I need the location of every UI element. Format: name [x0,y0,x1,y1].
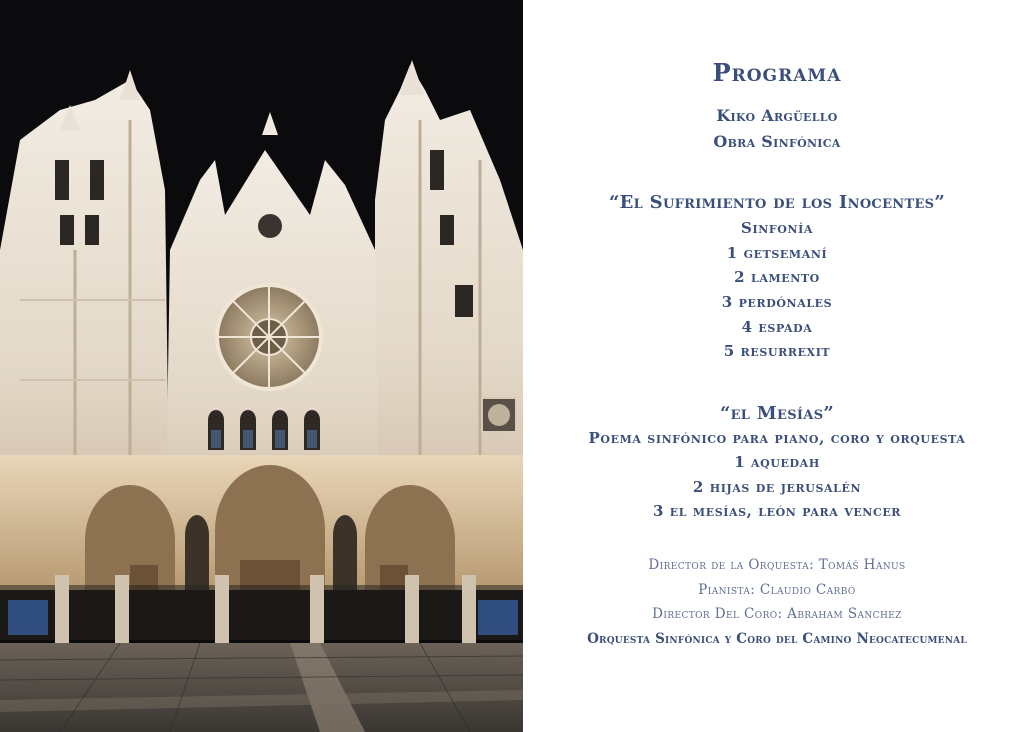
movement-item: 3 el mesías, león para vencer [652,502,902,520]
movement-item: 2 hijas de jerusalén [692,478,862,496]
work1-subtitle: Sinfonía [741,219,813,237]
program-panel [530,0,1024,732]
work2-subtitle: Poema sinfónico para piano, coro y orquesta [588,429,966,447]
movement-item: 2 lamento [734,268,820,286]
program-title: Programa [712,58,842,87]
work2-title: “el Mesías” [719,403,835,424]
work-type: Obra Sinfónica [713,132,841,151]
movement-item: 1 getsemaní [726,244,828,262]
movement-item: 5 resurrexit [723,342,831,360]
movement-item: 4 espada [741,318,813,336]
credit-choir-director: Director Del Coro: Abraham Sanchez [652,606,902,622]
work1-title: “El Sufrimiento de los Inocentes” [608,192,945,213]
credit-pianist: Pianista: Claudio Carbó [698,582,856,598]
iron-fence [0,575,523,643]
movement-item: 1 aquedah [734,453,820,471]
composer-name: Kiko Argüello [716,106,838,125]
movement-item: 3 perdónales [721,293,833,311]
credit-orchestra-director: Director de la Orquesta: Tomáš Hanus [648,557,906,573]
plaza [0,643,523,732]
credit-ensemble: Orquesta Sinfónica y Coro del Camino Neocatecumenal [587,631,967,647]
portico [0,455,523,590]
